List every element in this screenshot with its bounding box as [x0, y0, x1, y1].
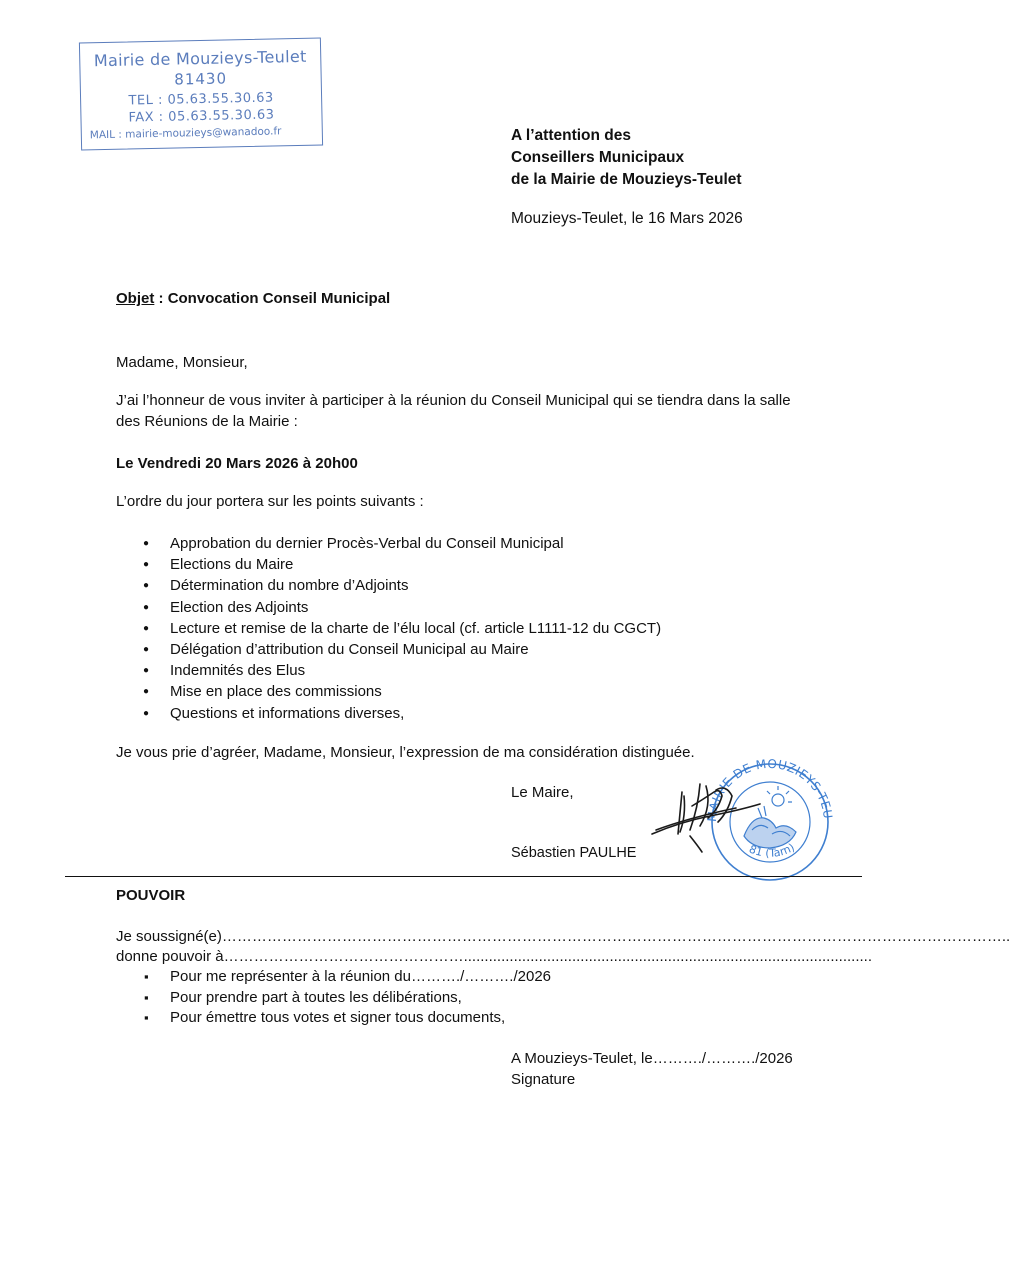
agenda-item: ● Questions et informations diverses, — [140, 703, 661, 724]
pouvoir-soussigne-line: Je soussigné(e)………………………………………………………………………………………………………………………………………….. — [116, 928, 1010, 945]
signatory-title: Le Maire, — [511, 784, 574, 801]
date-line: Mouzieys-Teulet, le 16 Mars 2026 — [511, 210, 743, 227]
section-divider — [65, 876, 862, 877]
stamp-mail: MAIL : mairie-mouzieys@wanadoo.fr — [89, 125, 282, 142]
signature-and-seal — [640, 756, 840, 886]
agenda-item: ● Indemnités des Elus — [140, 660, 661, 681]
official-seal — [665, 756, 835, 880]
pouvoir-place-date: A Mouzieys-Teulet, le………./………./2026 — [511, 1050, 793, 1067]
pouvoir-signature-label: Signature — [511, 1071, 576, 1088]
subject-text: Convocation Conseil Municipal — [167, 290, 391, 307]
pouvoir-item: ▪ Pour émettre tous votes et signer tous documents, — [140, 1008, 551, 1029]
pouvoir-donne-line: donne pouvoir à………………………………………….................................................................................................. — [116, 948, 872, 965]
seal-ring-text: MAIRIE DE MOUZIEYS-TEU — [704, 756, 836, 823]
recipient-line-3: de la Mairie de Mouzieys-Teulet — [511, 171, 742, 188]
agenda-intro: L’ordre du jour portera sur les points suivants : — [116, 493, 424, 510]
subject-separator: : — [154, 290, 168, 307]
stamp-postcode: 81430 — [174, 69, 228, 89]
stamp-name: Mairie de Mouzieys-Teulet — [93, 46, 307, 71]
stamp-tel: TEL : 05.63.55.30.63 — [128, 90, 274, 109]
signatory-name: Sébastien PAULHE — [511, 845, 637, 861]
intro-paragraph: J’ai l’honneur de vous inviter à participer à la réunion du Conseil Municipal qui se tiendra dans la salle des Réunions de la Mairie : — [116, 392, 791, 430]
mairie-address-stamp — [79, 37, 323, 150]
stamp-fax: FAX : 05.63.55.30.63 — [128, 107, 275, 126]
recipient-line-2: Conseillers Municipaux — [511, 149, 685, 166]
pouvoir-signature-block — [511, 1048, 793, 1090]
pouvoir-item: ▪ Pour prendre part à toutes les délibérations, — [140, 988, 551, 1009]
subject-line — [116, 290, 390, 307]
agenda-item: ● Approbation du dernier Procès-Verbal du Conseil Municipal — [140, 533, 661, 554]
seal-emblem-icon — [744, 786, 796, 848]
agenda-item: ● Lecture et remise de la charte de l’élu local (cf. article L1111-12 du CGCT) — [140, 618, 661, 639]
pouvoir-item: ▪ Pour me représenter à la réunion du………./………./2026 — [140, 967, 551, 988]
pouvoir-title: POUVOIR — [116, 887, 186, 904]
recipient-block — [511, 125, 742, 191]
agenda-item: ● Elections du Maire — [140, 554, 661, 575]
meeting-date: Le Vendredi 20 Mars 2026 à 20h00 — [116, 455, 358, 472]
recipient-line-1: A l’attention des — [511, 127, 631, 144]
closing-sentence: Je vous prie d’agréer, Madame, Monsieur, l’expression de ma considération distinguée. — [116, 744, 695, 761]
agenda-item: ● Détermination du nombre d’Adjoints — [140, 575, 661, 596]
agenda-item: ● Election des Adjoints — [140, 597, 661, 618]
agenda-item: ● Délégation d’attribution du Conseil Municipal au Maire — [140, 639, 661, 660]
greeting: Madame, Monsieur, — [116, 354, 248, 371]
svg-text:MAIRIE DE MOUZIEYS-TEULET — [665, 756, 835, 822]
agenda-list — [140, 533, 661, 724]
seal-dept-text: 81 (Tarn) — [747, 840, 797, 860]
agenda-item: ● Mise en place des commissions — [140, 681, 661, 702]
subject-label: Objet — [116, 290, 155, 307]
pouvoir-list — [140, 967, 551, 1029]
